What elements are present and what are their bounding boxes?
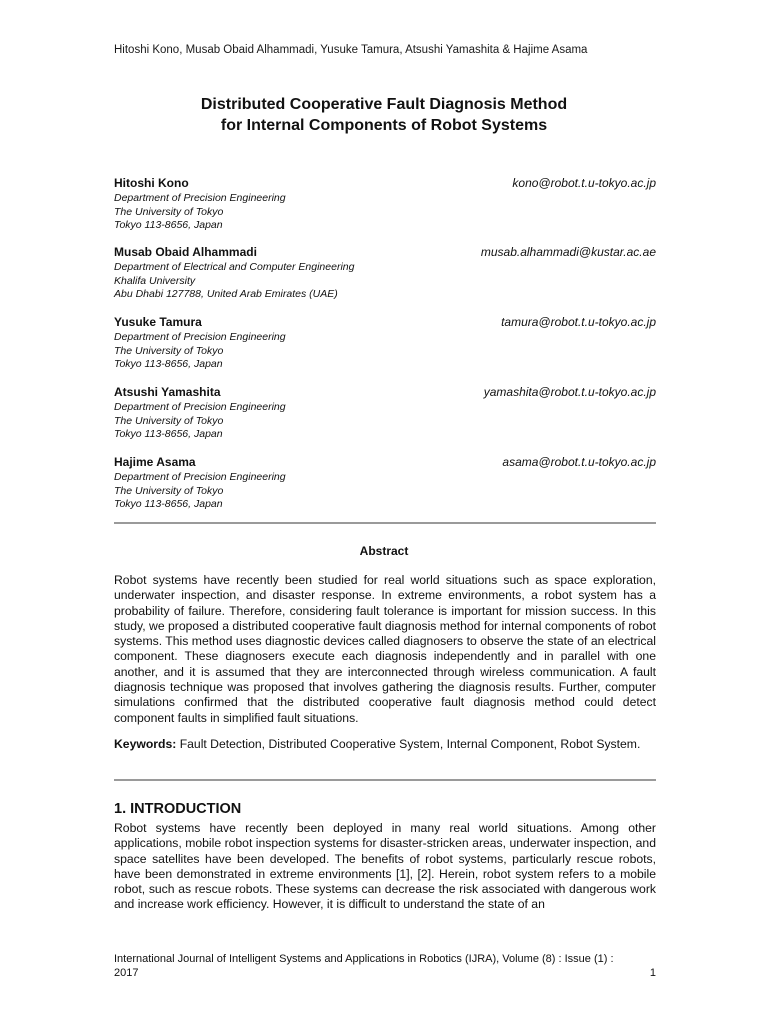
keywords-text: Fault Detection, Distributed Cooperative System, Internal Component, Robot System. [179, 737, 641, 751]
author-affiliation-line: Department of Precision Engineering [114, 331, 286, 344]
author-affiliation-line: Department of Electrical and Computer Engineering [114, 261, 355, 274]
page-footer [114, 952, 656, 980]
author-affiliation-line: Tokyo 113-8656, Japan [114, 218, 223, 231]
author-email[interactable]: tamura@robot.t.u-tokyo.ac.jp [501, 315, 656, 329]
author-name: Atsushi Yamashita [114, 385, 221, 399]
author-affiliation-line: Abu Dhabi 127788, United Arab Emirates (UAE) [114, 287, 338, 300]
footer-journal-citation: International Journal of Intelligent Systems and Applications in Robotics (IJRA), Volume (8) : Issue (1) : 2017 [114, 953, 614, 979]
author-block [114, 246, 656, 301]
keywords-paragraph [114, 737, 656, 752]
divider-rule [114, 779, 656, 781]
author-affiliation-line: Tokyo 113-8656, Japan [114, 427, 223, 440]
author-email[interactable]: kono@robot.t.u-tokyo.ac.jp [512, 176, 656, 190]
title-line-2: for Internal Components of Robot Systems [220, 117, 548, 134]
author-affiliation-line: The University of Tokyo [114, 484, 224, 497]
introduction-body: Robot systems have recently been deployed in many real world situations. Among other applications, mobile robot inspection systems for disaster-stricken areas, underwater inspection, and space satellites have been developed. The benefits of robot systems, particularly rescue robots, have been demonstrated in extreme environments [1], [2]. Herein, robot system refers to a mobile robot, such as rescue robots. These systems can decrease the risk associated with dangerous work and increase work efficiency. However, it is difficult to understand the state of an [114, 821, 656, 912]
author-email[interactable]: musab.alhammadi@kustar.ac.ae [480, 245, 656, 259]
section-heading-introduction: 1. INTRODUCTION [114, 801, 242, 817]
abstract-heading: Abstract [359, 544, 409, 558]
author-name: Hajime Asama [114, 455, 196, 469]
author-block [114, 456, 656, 511]
author-email[interactable]: yamashita@robot.t.u-tokyo.ac.jp [483, 385, 656, 399]
paper-title [0, 94, 768, 136]
author-name: Yusuke Tamura [114, 315, 202, 329]
author-affiliation-line: Department of Precision Engineering [114, 401, 286, 414]
keywords-label: Keywords: [114, 737, 177, 751]
author-affiliation-line: Khalifa University [114, 274, 196, 287]
abstract-body: Robot systems have recently been studied for real world situations such as space exploration, underwater inspection, and disaster response. In extreme environments, a robot system has a probability of failure. Therefore, considering fault tolerance is important for mission success. In this study, we proposed a distributed cooperative fault diagnosis method for internal components of robot systems. This method uses diagnostic devices called diagnosers to observe the state of an electrical component. These diagnosers execute each diagnosis independently and in parallel with one another, and it is assumed that they are interconnected through wireless communication. A fault diagnosis technique was proposed that involves gathering the diagnosis results. Further, computer simulations confirmed that the distributed cooperative fault diagnosis method could detect component faults in simplified fault situations. [114, 573, 656, 725]
author-name: Musab Obaid Alhammadi [114, 245, 257, 259]
author-affiliation-line: Department of Precision Engineering [114, 471, 286, 484]
author-affiliation-line: The University of Tokyo [114, 344, 224, 357]
author-affiliation-line: Tokyo 113-8656, Japan [114, 497, 223, 510]
divider-rule [114, 522, 656, 524]
author-affiliation-line: The University of Tokyo [114, 205, 224, 218]
author-affiliation-line: The University of Tokyo [114, 414, 224, 427]
author-block [114, 177, 656, 232]
author-email[interactable]: asama@robot.t.u-tokyo.ac.jp [502, 455, 656, 469]
author-affiliation-line: Department of Precision Engineering [114, 192, 286, 205]
author-block [114, 386, 656, 441]
running-head: Hitoshi Kono, Musab Obaid Alhammadi, Yusuke Tamura, Atsushi Yamashita & Hajime Asama [114, 44, 588, 56]
author-block [114, 316, 656, 371]
author-affiliation-line: Tokyo 113-8656, Japan [114, 357, 223, 370]
page-number: 1 [649, 967, 656, 979]
author-name: Hitoshi Kono [114, 176, 189, 190]
title-line-1: Distributed Cooperative Fault Diagnosis Method [200, 96, 568, 113]
